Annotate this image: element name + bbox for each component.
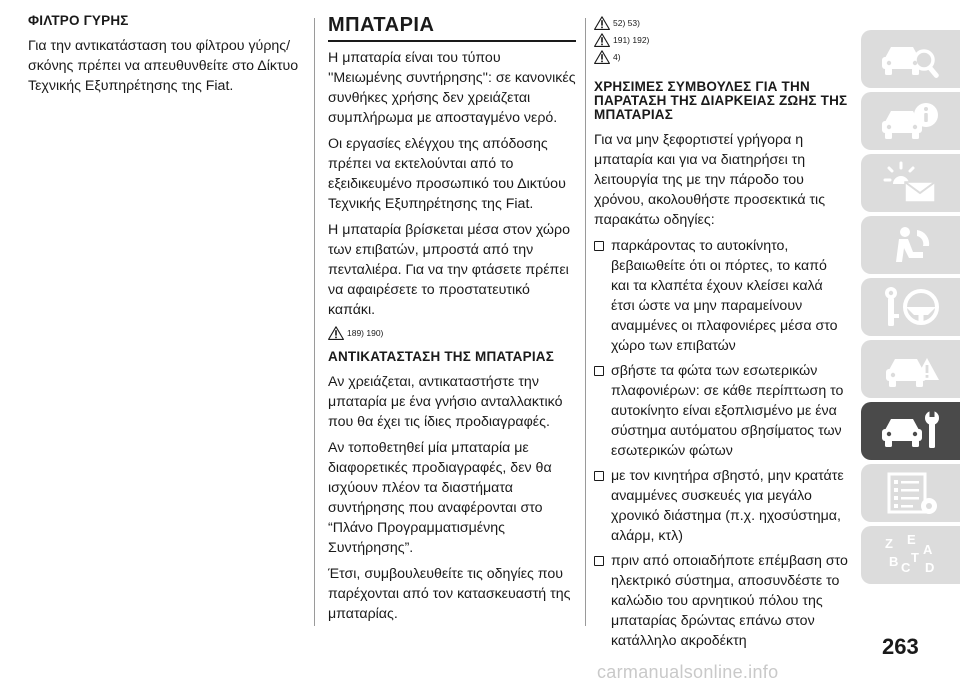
warning-triangle-icon xyxy=(328,326,344,340)
car-info-icon xyxy=(879,98,943,144)
tab-knowing-instrument-panel[interactable] xyxy=(861,92,960,150)
paragraph-manufacturer-instructions: Έτσι, συμβουλευθείτε τις οδηγίες που παρέχονται από τον κατασκευαστή της μπαταρίας. xyxy=(328,566,571,622)
warning-reference xyxy=(594,16,848,30)
tab-knowing-your-car[interactable] xyxy=(861,30,960,88)
warning-reference-numbers: 191) 192) xyxy=(613,35,650,45)
car-wrench-icon xyxy=(879,408,943,454)
list-item: παρκάροντας το αυτοκίνητο, βεβαιωθείτε ότι οι πόρτες, το καπό και τα κλαπέτα έχουν κλείσει καλά έτσι ώστε να μην παραμείνουν αναμμένες οι πλαφονιέρες μέσα στο χώρο των επιβατών xyxy=(594,236,848,356)
list-item: πριν από οποιαδήποτε επέμβαση στο ηλεκτρικό σύστημα, αποσυνδέστε το καλώδιο του αρνητικού πόλου της μπαταρίας δρώντας επάνω στον κατάλληλο ακροδέκτη xyxy=(594,551,848,651)
paragraph-tips-intro: Για να μην ξεφορτιστεί γρήγορα η μπαταρία και για να διατηρήσει τη λειτουργία της με την πάροδο του χρόνου, ακολουθήστε προσεκτικά τις παρακάτω οδηγίες: xyxy=(594,132,826,228)
list-item: με τον κινητήρα σβηστό, μην κρατάτε αναμμένες συσκευές για μεγάλο χρονικό διάστημα (π.χ. ηχοσύστημα, αλάρμ, κτλ) xyxy=(594,466,848,546)
warning-reference-numbers: 52) 53) xyxy=(613,18,640,28)
key-steering-wheel-icon xyxy=(879,284,943,330)
index-letter: A xyxy=(922,542,932,557)
index-letter: C xyxy=(900,560,910,575)
alphabet-index-icon xyxy=(879,532,943,578)
checkbox-bullet-icon xyxy=(594,241,604,251)
index-letter: T xyxy=(910,550,919,565)
checkbox-bullet-icon xyxy=(594,471,604,481)
list-item: σβήστε τα φώτα των εσωτερικών πλαφονιέρων: σε κάθε περίπτωση το αυτοκίνητο είναι εξοπλισμένο με ένα σύστημα αυτόματου σβησίματος των εσωτερικών φώτων xyxy=(594,361,848,461)
paragraph-battery-type: Η μπαταρία είναι του τύπου ''Μειωμένης συντήρησης'': σε κανονικές συνθήκες χρήσης δεν χρειάζεται συμπλήρωμα με αποσταγμένο νερό. xyxy=(328,50,576,126)
paragraph-battery-checks: Οι εργασίες ελέγχου της απόδοσης πρέπει να εκτελούνται από το εξειδικευμένο προσωπικό του Δικτύου Τεχνικής Εξυπηρέτησης της Fiat. xyxy=(328,136,566,212)
paragraph-replacement-original: Αν χρειάζεται, αντικαταστήστε την μπαταρία με ένα γνήσιο ανταλλακτικό που θα έχει τις ίδιες προδιαγραφές. xyxy=(328,374,563,430)
column-divider xyxy=(585,18,586,626)
paragraph-cabin-filter: Για την αντικατάσταση του φίλτρου γύρης/σκόνης πρέπει να απευθυνθείτε στο Δίκτυο Τεχνικής Εξυπηρέτησης της Fiat. xyxy=(28,38,299,94)
index-letter: E xyxy=(906,532,916,547)
tab-technical-specifications[interactable] xyxy=(861,464,960,522)
tab-starting-driving[interactable] xyxy=(861,278,960,336)
warning-reference xyxy=(328,326,576,340)
tab-safety[interactable] xyxy=(861,216,960,274)
tab-servicing-maintenance[interactable] xyxy=(861,402,960,460)
index-letter: D xyxy=(924,560,934,575)
column-cabin-filter xyxy=(28,14,304,102)
warning-reference-numbers: 4) xyxy=(613,52,621,62)
index-letter: B xyxy=(888,554,898,569)
tab-lights-warnings[interactable] xyxy=(861,154,960,212)
index-letter: Z xyxy=(884,536,893,551)
spec-list-icon xyxy=(879,470,943,516)
car-warning-icon xyxy=(879,346,943,392)
column-divider xyxy=(314,18,315,626)
heading-battery-replacement: ΑΝΤΙΚΑΤΑΣΤΑΣΗ ΤΗΣ ΜΠΑΤΑΡΙΑΣ xyxy=(328,349,555,364)
heading-cabin-filter: ΦΙΛΤΡΟ ΓΥΡΗΣ xyxy=(28,13,129,28)
airbag-seat-icon xyxy=(879,222,943,268)
chapter-tabs xyxy=(861,30,960,588)
heading-battery: ΜΠΑΤΑΡΙΑ xyxy=(328,14,576,42)
page-number: 263 xyxy=(882,634,919,659)
light-mail-icon xyxy=(879,160,943,206)
warning-reference xyxy=(594,33,848,47)
warning-triangle-icon xyxy=(594,50,610,64)
column-battery-tips xyxy=(594,14,848,656)
heading-battery-life-tips: ΧΡΗΣΙΜΕΣ ΣΥΜΒΟΥΛΕΣ ΓΙΑ ΤΗΝ ΠΑΡΑΤΑΣΗ ΤΗΣ ΔΙΑΡΚΕΙΑΣ ΖΩΗΣ ΤΗΣ ΜΠΑΤΑΡΙΑΣ xyxy=(594,79,848,122)
checkbox-bullet-icon xyxy=(594,556,604,566)
column-battery xyxy=(328,14,576,630)
paragraph-replacement-different-spec: Αν τοποθετηθεί μία μπαταρία με διαφορετικές προδιαγραφές, δεν θα ισχύουν πλέον τα διαστήματα συντήρησης που αναφέρονται στο “Πλάνο Προγραμματισμένης Συντήρησης”. xyxy=(328,440,552,556)
warning-triangle-icon xyxy=(594,33,610,47)
checkbox-bullet-icon xyxy=(594,366,604,376)
tips-list xyxy=(594,236,848,651)
tab-index[interactable] xyxy=(861,526,960,584)
warning-reference xyxy=(594,50,848,64)
tab-emergency[interactable] xyxy=(861,340,960,398)
warning-reference-numbers: 189) 190) xyxy=(347,328,384,338)
warning-triangle-icon xyxy=(594,16,610,30)
car-search-icon xyxy=(879,36,943,82)
watermark: carmanualsonline.info xyxy=(597,662,779,682)
paragraph-battery-location: Η μπαταρία βρίσκεται μέσα στον χώρο των επιβατών, μπροστά από την πενταλιέρα. Για να την φτάσετε πρέπει να αφαιρέσετε το προστατευτικό καπάκι. xyxy=(328,222,570,318)
